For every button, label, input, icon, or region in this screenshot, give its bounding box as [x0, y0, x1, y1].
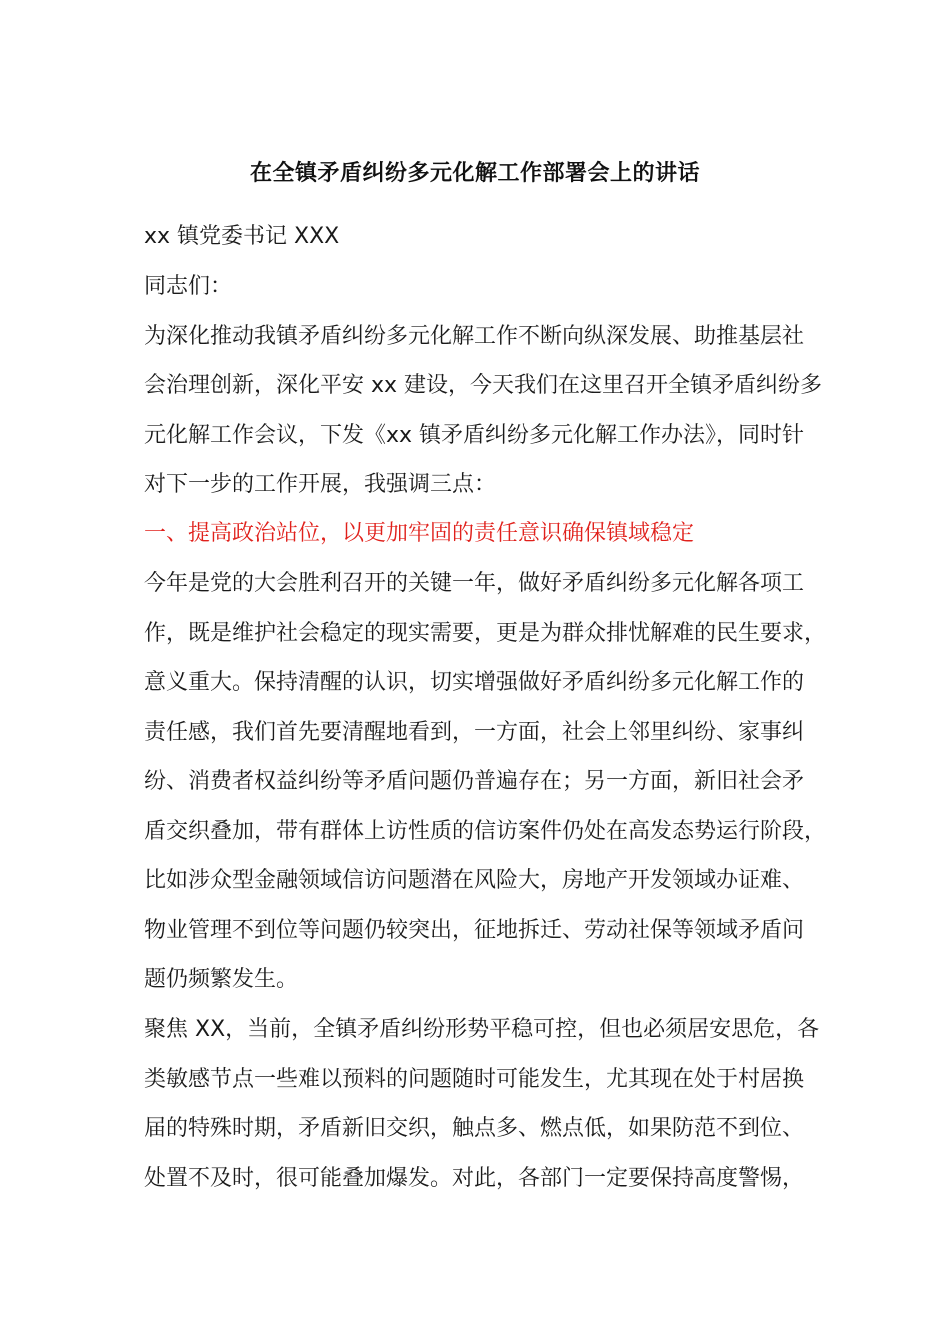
- section-1-para-2-line: 处置不及时，很可能叠加爆发。对此，各部门一定要保持高度警惕，: [144, 1166, 805, 1191]
- author-line: xx 镇党委书记 XXX: [144, 224, 340, 249]
- intro-line: 为深化推动我镇矛盾纠纷多元化解工作不断向纵深发展、助推基层社: [144, 324, 805, 349]
- salutation: 同志们：: [144, 274, 233, 299]
- section-1-para-1-line: 作，既是维护社会稳定的现实需要，更是为群众排忧解难的民生要求，: [144, 621, 827, 646]
- intro-line: 会治理创新，深化平安 xx 建设，今天我们在这里召开全镇矛盾纠纷多: [144, 373, 823, 398]
- section-1-para-2-line: 届的特殊时期，矛盾新旧交织，触点多、燃点低，如果防范不到位、: [144, 1116, 805, 1141]
- document-title: 在全镇矛盾纠纷多元化解工作部署会上的讲话: [249, 161, 700, 186]
- section-1-para-1-line: 意义重大。保持清醒的认识，切实增强做好矛盾纠纷多元化解工作的: [144, 670, 805, 695]
- intro-line: 对下一步的工作开展，我强调三点：: [144, 472, 497, 497]
- section-1-para-2-line: 聚焦 XX，当前，全镇矛盾纠纷形势平稳可控，但也必须居安思危，各: [144, 1017, 820, 1042]
- section-1-para-1-line: 物业管理不到位等问题仍较突出，征地拆迁、劳动社保等领域矛盾问: [144, 918, 805, 943]
- section-1-para-2-line: 类敏感节点一些难以预料的问题随时可能发生，尤其现在处于村居换: [144, 1067, 805, 1092]
- intro-line: 元化解工作会议，下发《xx 镇矛盾纠纷多元化解工作办法》，同时针: [144, 423, 805, 448]
- section-1-para-1-line: 纷、消费者权益纠纷等矛盾问题仍普遍存在；另一方面，新旧社会矛: [144, 769, 805, 794]
- section-1-para-1-line: 盾交织叠加，带有群体上访性质的信访案件仍处在高发态势运行阶段，: [144, 819, 827, 844]
- section-1-para-1-line: 比如涉众型金融领域信访问题潜在风险大，房地产开发领域办证难、: [144, 868, 805, 893]
- section-1-para-1-line: 责任感，我们首先要清醒地看到，一方面，社会上邻里纠纷、家事纠: [144, 720, 805, 745]
- section-1-heading: 一、提高政治站位，以更加牢固的责任意识确保镇域稳定: [144, 521, 695, 546]
- section-1-para-1-line: 题仍频繁发生。: [144, 967, 299, 992]
- section-1-para-1-line: 今年是党的大会胜利召开的关键一年，做好矛盾纠纷多元化解各项工: [144, 571, 805, 596]
